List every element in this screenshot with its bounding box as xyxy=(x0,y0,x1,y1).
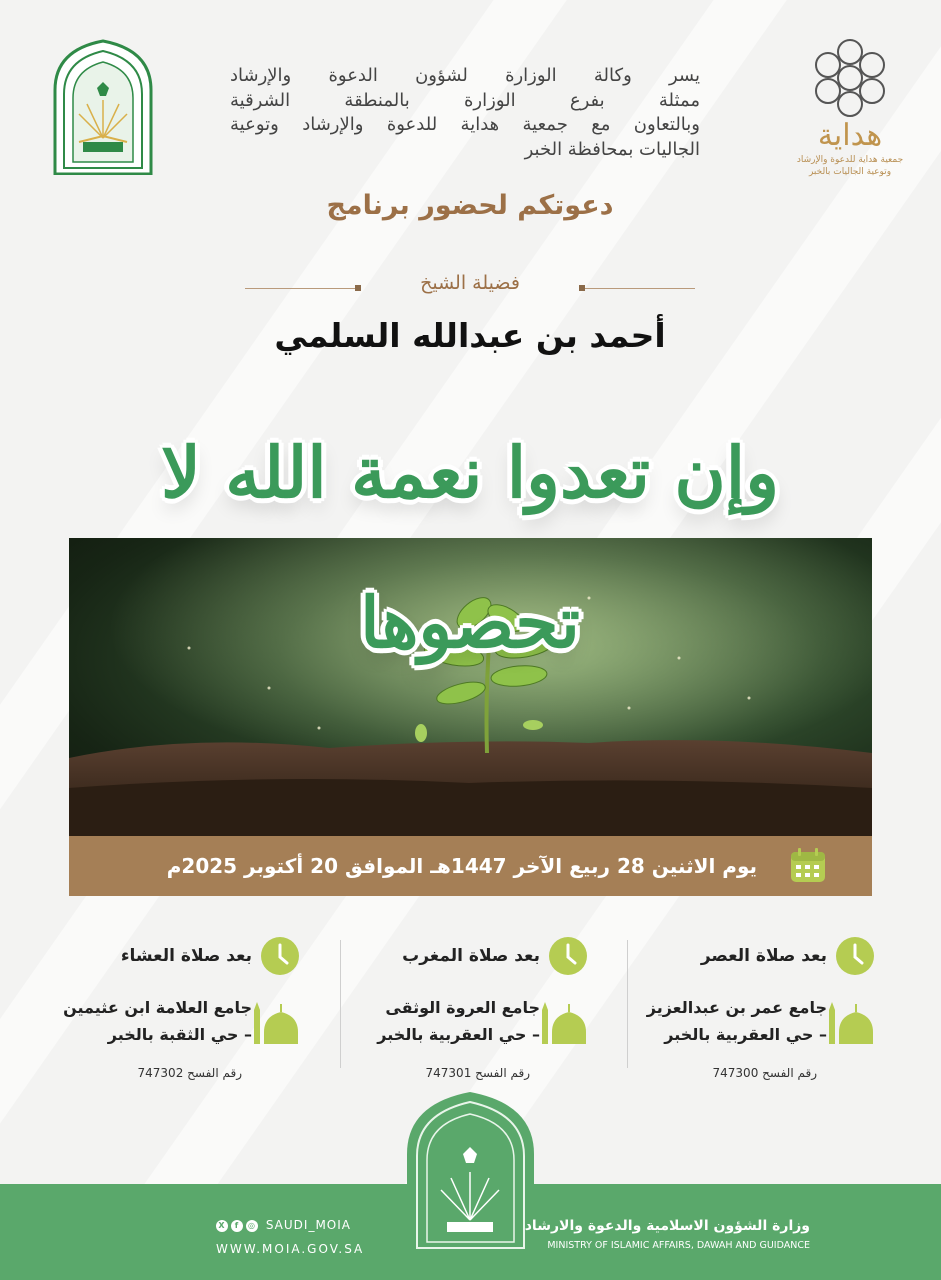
column-divider xyxy=(340,940,341,1068)
prayer-time: بعد صلاة المغرب xyxy=(402,946,540,966)
permit-number: رقم الفسح 747300 xyxy=(712,1066,817,1080)
hidaya-subtitle-line-2: وتوعية الجاليات بالخبر xyxy=(808,167,892,177)
permit-number: رقم الفسح 747302 xyxy=(137,1066,242,1080)
prayer-time: بعد صلاة العشاء xyxy=(120,946,252,966)
social-handle[interactable]: SAUDI_MOIA xyxy=(265,1218,351,1232)
hidaya-subtitle-line-1: جمعية هداية للدعوة والإرشاد xyxy=(796,155,904,165)
ministry-name-en: MINISTRY OF ISLAMIC AFFAIRS, DAWAH AND GUIDANCE xyxy=(547,1240,810,1251)
permit-number: رقم الفسح 747301 xyxy=(425,1066,530,1080)
mosque-district: – حي الثقبة بالخبر xyxy=(107,1025,252,1044)
calendar-icon xyxy=(788,845,828,885)
event-date: يوم الاثنين 28 ربيع الآخر 1447هـ الموافق 20 أكتوبر 2025م xyxy=(166,854,757,878)
mosque-name xyxy=(377,994,540,1048)
mosque-district: – حي العقربية بالخبر xyxy=(664,1025,827,1044)
mosque-district: – حي العقربية بالخبر xyxy=(377,1025,540,1044)
ministry-name-ar: وزارة الشؤون الاسلامية والدعوة والارشاد xyxy=(524,1218,810,1234)
facebook-icon[interactable]: f xyxy=(231,1220,243,1232)
prayer-time: بعد صلاة العصر xyxy=(700,946,827,966)
hidaya-subtitle xyxy=(790,154,910,178)
session-column xyxy=(340,930,600,1090)
mosque-icon xyxy=(540,1002,588,1046)
x-icon[interactable]: X xyxy=(216,1220,228,1232)
divider xyxy=(245,288,355,289)
mosque-icon xyxy=(252,1002,300,1046)
session-column xyxy=(627,930,887,1090)
ministry-badge-logo xyxy=(403,1092,538,1252)
header-line: ممثلة بفرع الوزارة بالمنطقة الشرقية xyxy=(230,89,700,111)
social-handle-row xyxy=(216,1218,351,1232)
hidaya-logo xyxy=(790,36,910,178)
hidaya-emblem-icon xyxy=(790,36,910,120)
header-line: يسر وكالة الوزارة لشؤون الدعوة والإرشاد xyxy=(230,65,700,86)
column-divider xyxy=(627,940,628,1068)
verse-calligraphy xyxy=(55,398,885,664)
mosque-title: جامع عمر بن عبدالعزيز xyxy=(646,998,827,1017)
sheikh-name: أحمد بن عبدالله السلمي xyxy=(274,316,666,355)
header-paragraph xyxy=(230,64,700,162)
mosque-icon xyxy=(827,1002,875,1046)
sheikh-label: فضيلة الشيخ xyxy=(420,272,520,294)
verse-text: وإن تعدوا نعمة الله لا تحصوها xyxy=(160,431,780,664)
website-link[interactable]: WWW.MOIA.GOV.SA xyxy=(216,1242,365,1256)
divider-dot xyxy=(355,285,361,291)
instagram-icon[interactable]: ◎ xyxy=(246,1220,258,1232)
header-line: الجاليات بمحافظة الخبر xyxy=(524,138,700,160)
mosque-title: جامع العروة الوثقى xyxy=(385,998,540,1017)
mosque-title: جامع العلامة ابن عثيمين xyxy=(63,998,252,1017)
session-column xyxy=(52,930,312,1090)
invite-title: دعوتكم لحضور برنامج xyxy=(326,190,614,221)
mosque-name xyxy=(63,994,252,1048)
clock-icon xyxy=(548,936,588,976)
date-bar xyxy=(69,836,872,896)
ministry-logo xyxy=(49,38,157,175)
sheikh-label-row xyxy=(245,272,695,304)
clock-icon xyxy=(835,936,875,976)
mosque-name xyxy=(647,994,827,1048)
clock-icon xyxy=(260,936,300,976)
hidaya-name: هداية xyxy=(817,118,883,153)
header-line: وبالتعاون مع جمعية هداية للدعوة والإرشاد وتوعية xyxy=(230,114,700,135)
